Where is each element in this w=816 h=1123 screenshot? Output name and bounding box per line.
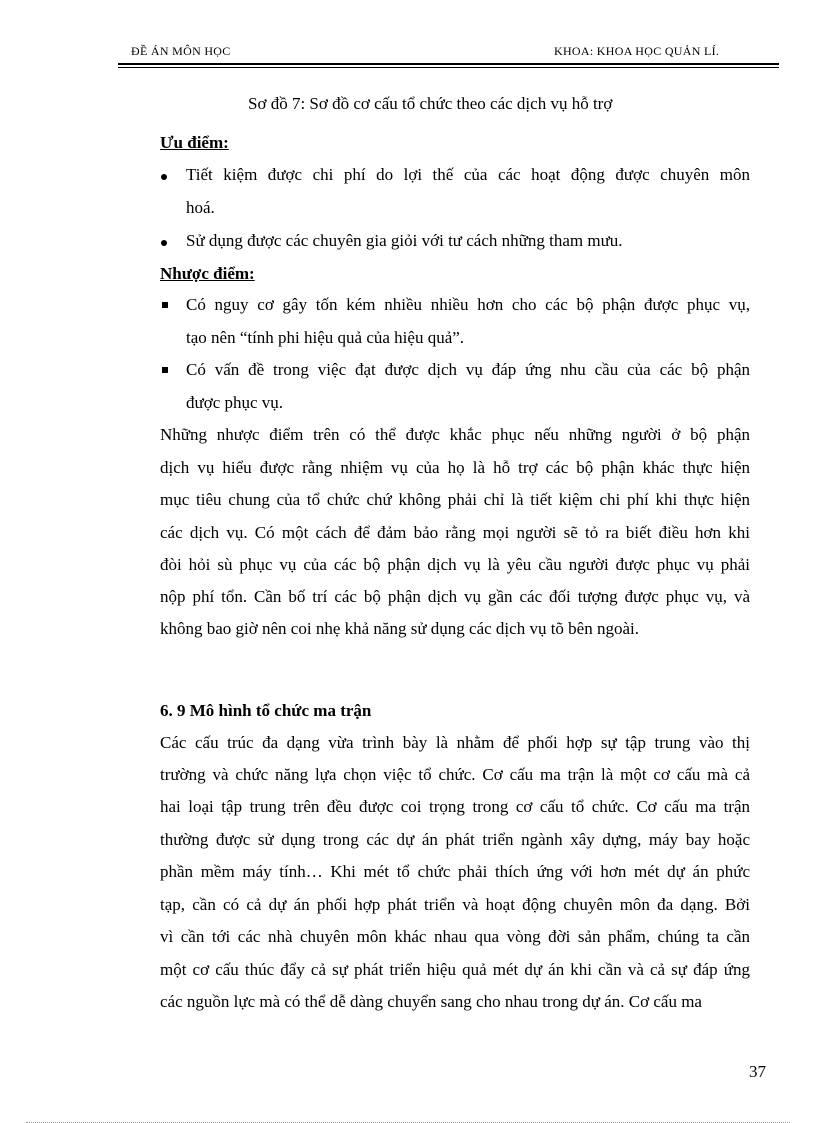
paragraph2-line-6: tạp, cần có cả dự án phối hợp phát triển và hoạt động chuyên môn đa dạng. Bởi — [160, 895, 750, 914]
paragraph2-line-4: thường được sử dụng trong các dự án phát triển ngành xây dựng, máy bay hoặc — [160, 830, 750, 849]
header-rule-thick — [118, 63, 779, 65]
header-faculty: KHOA: KHOA HỌC QUẢN LÍ. — [554, 44, 720, 58]
paragraph2-line-5: phần mềm máy tính… Khi mét tổ chức phải thích ứng với hơn mét dự án phức — [160, 862, 750, 881]
paragraph1-line-1: Những nhược điểm trên có thể được khắc phục nếu những người ở bộ phận — [160, 425, 750, 444]
paragraph1-line-2: dịch vụ hiểu được rằng nhiệm vụ của họ là hỗ trợ các bộ phận khác thực hiện — [160, 458, 750, 477]
paragraph1-line-5: đòi hỏi sù phục vụ của các bộ phận dịch vụ là yêu cầu người được phục vụ phải — [160, 555, 750, 574]
figure-caption: Sơ đồ 7: Sơ đồ cơ cấu tổ chức theo các dịch vụ hỗ trợ — [248, 94, 613, 113]
disadvantages-heading: Nhược điểm: — [160, 264, 255, 283]
advantages-heading: Ưu điểm: — [160, 133, 229, 152]
paragraph2-line-2: trường và chức năng lựa chọn việc tổ chức. Cơ cấu ma trận là một cơ cấu mà cả — [160, 765, 750, 784]
disadvantage-item-1-line-2: tạo nên “tính phi hiệu quả của hiệu quả”. — [186, 328, 465, 347]
paragraph2-line-9: các nguồn lực mà có thể dễ dàng chuyển sang cho nhau trong dự án. Cơ cấu ma — [160, 992, 702, 1011]
disadvantage-item-2-line-1: Có vấn đề trong việc đạt được dịch vụ đáp ứng nhu cầu của các bộ phận — [186, 360, 750, 379]
advantage-item-2: Sử dụng được các chuyên gia giỏi với tư cách những tham mưu. — [186, 231, 623, 250]
advantage-item-1-line-1: Tiết kiệm được chi phí do lợi thế của các hoạt động được chuyên môn — [186, 165, 750, 184]
bullet-square-icon — [162, 367, 168, 373]
disadvantage-item-2-line-2: được phục vụ. — [186, 393, 284, 412]
header-course-title: ĐỀ ÁN MÔN HỌC — [131, 44, 231, 58]
paragraph2-line-3: hai loại tập trung trên đều được coi trọng trong cơ cấu tổ chức. Cơ cấu ma trận — [160, 797, 750, 816]
paragraph1-line-4: các dịch vụ. Có một cách để đảm bảo rằng mọi người sẽ tỏ ra biết điều hơn khi — [160, 523, 750, 542]
paragraph2-line-8: một cơ cấu thúc đẩy cả sự phát triển hiệu quả mét dự án khi cần và cả sự đáp ứng — [160, 960, 750, 979]
header-rule-thin — [118, 67, 779, 68]
paragraph2-line-7: vì cần tới các nhà chuyên môn khác nhau qua vòng đời sản phẩm, chúng ta cần — [160, 927, 750, 946]
disadvantage-item-1-line-1: Có nguy cơ gây tốn kém nhiều nhiều hơn cho các bộ phận được phục vụ, — [186, 295, 750, 314]
bullet-dot-icon — [161, 240, 167, 246]
paragraph2-line-1: Các cấu trúc đa dạng vừa trình bày là nhằm để phối hợp sự tập trung vào thị — [160, 733, 750, 752]
advantage-item-1-line-2: hoá. — [186, 198, 215, 217]
bullet-square-icon — [162, 302, 168, 308]
page-number: 37 — [749, 1062, 766, 1081]
paragraph1-line-3: mục tiêu chung của tổ chức chứ không phải chỉ là tiết kiệm chi phí khi thực hiện — [160, 490, 750, 509]
paragraph1-line-7: không bao giờ nên coi nhẹ khả năng sử dụng các dịch vụ tõ bên ngoài. — [160, 619, 639, 638]
bullet-dot-icon — [161, 174, 167, 180]
paragraph1-line-6: nộp phí tổn. Cần bố trí các bộ phận dịch vụ gần các đối tượng được phục vụ, và — [160, 587, 750, 606]
section-heading: 6. 9 Mô hình tổ chức ma trận — [160, 701, 372, 720]
